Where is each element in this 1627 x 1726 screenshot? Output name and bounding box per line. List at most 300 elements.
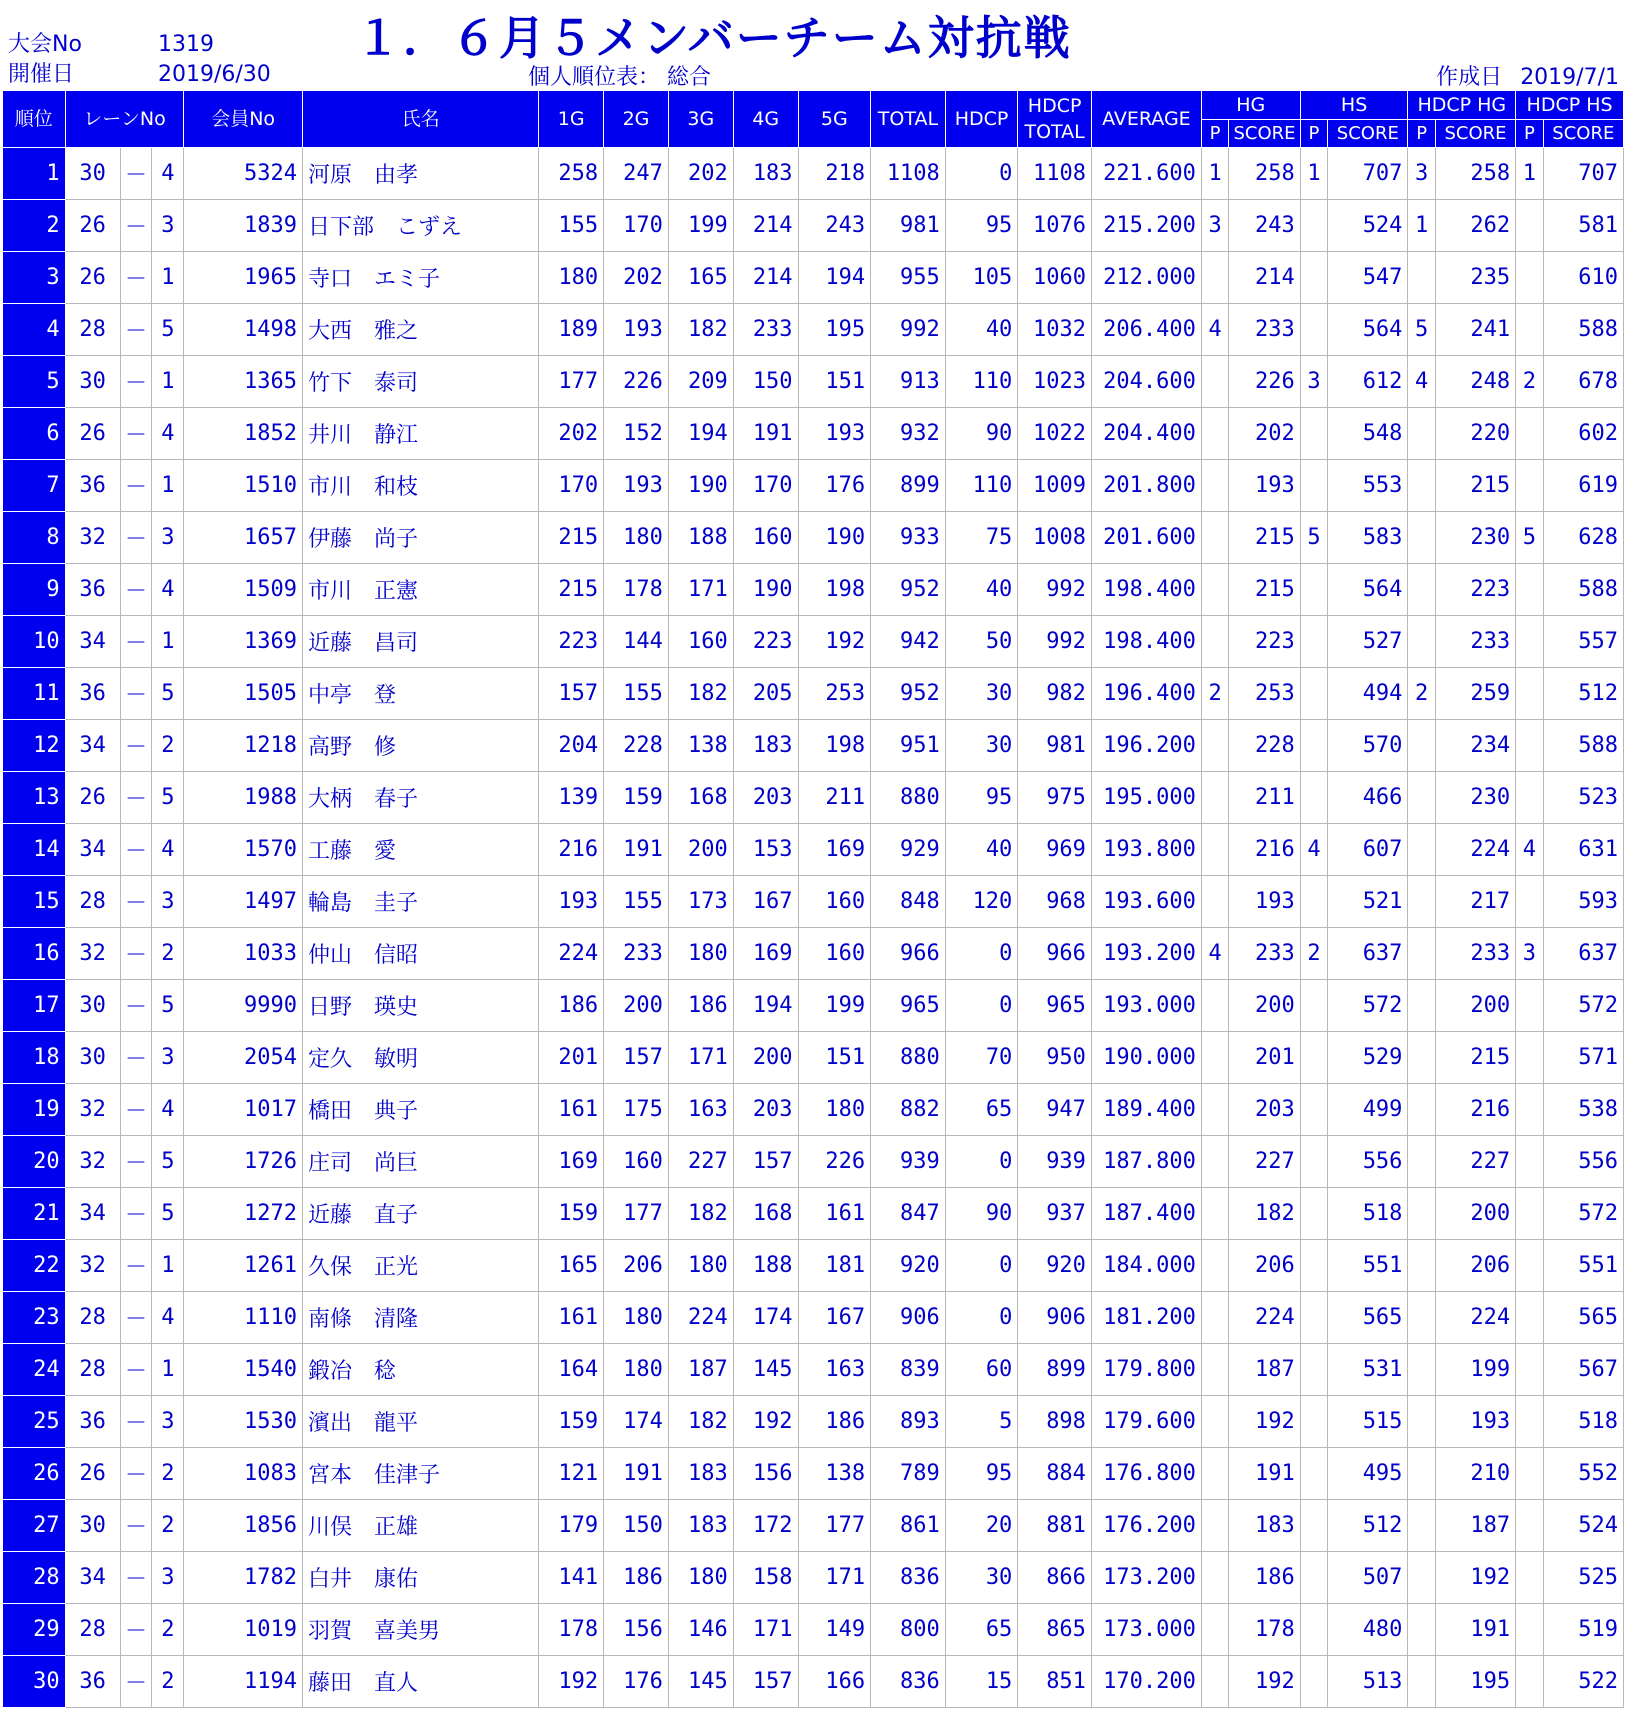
col-lane: レーンNo [65,91,184,148]
cell-hdcp-hg-score: 258 [1435,148,1515,200]
cell-g2: 152 [604,408,669,460]
cell-g2: 180 [604,1344,669,1396]
cell-g1: 201 [539,1032,604,1084]
col-member: 会員No [184,91,303,148]
cell-hdcp-hs-score: 588 [1543,304,1623,356]
cell-name: 大柄 春子 [302,772,538,824]
cell-hdcp-hg-score: 220 [1435,408,1515,460]
cell-hs-p [1300,1552,1327,1604]
cell-hdcp-hg-score: 187 [1435,1500,1515,1552]
cell-g4: 167 [733,876,798,928]
cell-hdcp-total: 1023 [1018,356,1092,408]
cell-average: 193.000 [1091,980,1201,1032]
table-row [3,1188,1624,1240]
cell-hdcp-hs-p: 2 [1516,356,1543,408]
cell-rank: 25 [3,1396,66,1448]
cell-hs-score: 527 [1328,616,1408,668]
cell-lane-b: 1 [152,356,184,408]
cell-rank: 19 [3,1084,66,1136]
cell-hg-score: 182 [1229,1188,1300,1240]
cell-lane-b: 3 [152,1032,184,1084]
cell-hdcp-hg-p [1408,720,1435,772]
cell-g3: 182 [668,668,733,720]
cell-hdcp-hg-p [1408,876,1435,928]
cell-g1: 180 [539,252,604,304]
table-row [3,200,1624,252]
cell-name: 藤田 直人 [302,1656,538,1708]
cell-name: 高野 修 [302,720,538,772]
cell-rank: 17 [3,980,66,1032]
cell-g4: 145 [733,1344,798,1396]
cell-hdcp: 0 [945,980,1018,1032]
cell-g5: 138 [798,1448,871,1500]
cell-hs-p [1300,1136,1327,1188]
cell-g1: 204 [539,720,604,772]
cell-lane-dash: － [120,512,152,564]
cell-hdcp-hs-p [1516,876,1543,928]
cell-hdcp-hg-p [1408,408,1435,460]
cell-hdcp-hg-p [1408,1084,1435,1136]
cell-lane-b: 4 [152,564,184,616]
cell-g3: 145 [668,1656,733,1708]
cell-hs-p [1300,1604,1327,1656]
cell-total: 942 [871,616,946,668]
cell-average: 204.400 [1091,408,1201,460]
table-row [3,616,1624,668]
cell-average: 204.600 [1091,356,1201,408]
cell-hs-score: 480 [1328,1604,1408,1656]
cell-total: 933 [871,512,946,564]
ranking-table [2,90,1624,1708]
cell-name: 久保 正光 [302,1240,538,1292]
col-hg-score: SCORE [1229,120,1300,148]
cell-hs-score: 583 [1328,512,1408,564]
cell-g3: 187 [668,1344,733,1396]
cell-member: 1019 [184,1604,303,1656]
cell-g5: 198 [798,564,871,616]
cell-hdcp: 90 [945,408,1018,460]
cell-g4: 160 [733,512,798,564]
cell-hdcp-hg-score: 233 [1435,928,1515,980]
cell-member: 1497 [184,876,303,928]
cell-g5: 151 [798,356,871,408]
cell-g5: 211 [798,772,871,824]
col-g2: 2G [604,91,669,148]
cell-hdcp-hs-score: 556 [1543,1136,1623,1188]
cell-name: 仲山 信昭 [302,928,538,980]
cell-hg-p [1201,1500,1228,1552]
cell-hdcp-hg-p [1408,1344,1435,1396]
cell-hdcp-total: 851 [1018,1656,1092,1708]
cell-g3: 180 [668,1240,733,1292]
cell-lane-dash: － [120,252,152,304]
cell-hdcp-total: 881 [1018,1500,1092,1552]
cell-g1: 161 [539,1292,604,1344]
cell-average: 212.000 [1091,252,1201,304]
cell-rank: 8 [3,512,66,564]
cell-name: 井川 静江 [302,408,538,460]
cell-lane-dash: － [120,1656,152,1708]
cell-hdcp-total: 1032 [1018,304,1092,356]
cell-hdcp-hg-p [1408,1448,1435,1500]
cell-lane-b: 3 [152,200,184,252]
cell-hdcp-hs-score: 512 [1543,668,1623,720]
cell-hdcp-hg-score: 262 [1435,200,1515,252]
cell-lane-b: 2 [152,720,184,772]
cell-hs-score: 518 [1328,1188,1408,1240]
cell-hg-p [1201,1240,1228,1292]
col-name: 氏名 [302,91,538,148]
cell-average: 206.400 [1091,304,1201,356]
cell-total: 920 [871,1240,946,1292]
cell-g2: 178 [604,564,669,616]
cell-total: 899 [871,460,946,512]
cell-name: 川俣 正雄 [302,1500,538,1552]
cell-hdcp-hg-score: 241 [1435,304,1515,356]
cell-hg-score: 191 [1229,1448,1300,1500]
cell-rank: 20 [3,1136,66,1188]
cell-g5: 149 [798,1604,871,1656]
cell-hs-score: 607 [1328,824,1408,876]
table-row [3,564,1624,616]
cell-lane-b: 5 [152,980,184,1032]
cell-g3: 209 [668,356,733,408]
cell-hdcp-hg-p: 3 [1408,148,1435,200]
cell-hg-p [1201,720,1228,772]
cell-g1: 186 [539,980,604,1032]
cell-hdcp-hg-p: 5 [1408,304,1435,356]
cell-total: 952 [871,564,946,616]
cell-lane-b: 3 [152,1552,184,1604]
cell-g3: 199 [668,200,733,252]
cell-member: 1530 [184,1396,303,1448]
cell-total: 955 [871,252,946,304]
cell-g2: 170 [604,200,669,252]
cell-hg-p [1201,824,1228,876]
cell-lane-b: 3 [152,876,184,928]
cell-hdcp-hg-score: 216 [1435,1084,1515,1136]
cell-member: 1782 [184,1552,303,1604]
cell-lane-a: 26 [65,408,120,460]
cell-hg-p [1201,876,1228,928]
cell-g2: 180 [604,512,669,564]
cell-hdcp-hg-score: 235 [1435,252,1515,304]
cell-lane-dash: － [120,148,152,200]
cell-lane-dash: － [120,1136,152,1188]
cell-hdcp: 65 [945,1604,1018,1656]
event-date-row [8,60,271,90]
cell-hs-score: 572 [1328,980,1408,1032]
cell-rank: 12 [3,720,66,772]
cell-g5: 181 [798,1240,871,1292]
cell-average: 176.200 [1091,1500,1201,1552]
col-total: TOTAL [871,91,946,148]
col-hs-p: P [1300,120,1327,148]
table-row [3,928,1624,980]
cell-lane-a: 28 [65,304,120,356]
cell-hdcp-total: 966 [1018,928,1092,980]
cell-g1: 159 [539,1188,604,1240]
cell-g1: 139 [539,772,604,824]
cell-rank: 30 [3,1656,66,1708]
cell-rank: 3 [3,252,66,304]
cell-average: 190.000 [1091,1032,1201,1084]
cell-hs-p [1300,1396,1327,1448]
event-no-value: 1319 [158,32,214,57]
cell-hg-score: 183 [1229,1500,1300,1552]
cell-lane-a: 30 [65,148,120,200]
cell-hdcp-hs-p [1516,564,1543,616]
cell-hs-p [1300,408,1327,460]
cell-lane-a: 26 [65,200,120,252]
col-hdcp-total-line2: TOTAL [1024,121,1085,143]
event-info [8,30,271,90]
cell-hg-p [1201,252,1228,304]
cell-lane-a: 36 [65,1396,120,1448]
cell-hdcp: 0 [945,1240,1018,1292]
cell-hdcp-hg-score: 215 [1435,1032,1515,1084]
cell-hdcp: 30 [945,1552,1018,1604]
cell-lane-b: 2 [152,1500,184,1552]
cell-g2: 233 [604,928,669,980]
cell-g1: 192 [539,1656,604,1708]
cell-g5: 169 [798,824,871,876]
cell-g4: 150 [733,356,798,408]
cell-hg-score: 215 [1229,512,1300,564]
cell-hdcp-hs-p [1516,980,1543,1032]
cell-g1: 165 [539,1240,604,1292]
cell-g4: 172 [733,1500,798,1552]
cell-hdcp-hs-p: 3 [1516,928,1543,980]
cell-member: 2054 [184,1032,303,1084]
cell-g5: 198 [798,720,871,772]
cell-rank: 10 [3,616,66,668]
cell-lane-dash: － [120,1084,152,1136]
cell-g1: 178 [539,1604,604,1656]
cell-member: 1510 [184,460,303,512]
cell-hdcp-hg-score: 224 [1435,824,1515,876]
cell-hdcp-hs-score: 602 [1543,408,1623,460]
cell-lane-b: 2 [152,1604,184,1656]
cell-member: 1509 [184,564,303,616]
cell-average: 196.200 [1091,720,1201,772]
cell-lane-a: 34 [65,720,120,772]
cell-lane-a: 28 [65,1292,120,1344]
cell-name: 白井 康佑 [302,1552,538,1604]
cell-hs-p [1300,1032,1327,1084]
cell-g2: 155 [604,876,669,928]
cell-g3: 227 [668,1136,733,1188]
cell-hg-score: 243 [1229,200,1300,252]
cell-rank: 18 [3,1032,66,1084]
cell-hg-p [1201,1344,1228,1396]
cell-g3: 182 [668,304,733,356]
table-row [3,1344,1624,1396]
table-row [3,356,1624,408]
cell-rank: 7 [3,460,66,512]
cell-hdcp-total: 1076 [1018,200,1092,252]
table-header [3,91,1624,148]
cell-average: 201.800 [1091,460,1201,512]
cell-name: 市川 正憲 [302,564,538,616]
cell-lane-a: 26 [65,252,120,304]
cell-name: 伊藤 尚子 [302,512,538,564]
cell-g3: 171 [668,1032,733,1084]
cell-hdcp-hs-score: 522 [1543,1656,1623,1708]
cell-hdcp-total: 968 [1018,876,1092,928]
col-g3: 3G [668,91,733,148]
cell-hs-p: 1 [1300,148,1327,200]
cell-name: 近藤 直子 [302,1188,538,1240]
cell-g4: 203 [733,1084,798,1136]
cell-lane-a: 32 [65,1084,120,1136]
cell-average: 184.000 [1091,1240,1201,1292]
cell-lane-dash: － [120,668,152,720]
cell-hdcp-hs-score: 538 [1543,1084,1623,1136]
cell-g5: 151 [798,1032,871,1084]
cell-hdcp-hs-score: 551 [1543,1240,1623,1292]
table-row [3,1396,1624,1448]
cell-lane-dash: － [120,1604,152,1656]
cell-member: 5324 [184,148,303,200]
cell-hdcp-hs-p [1516,408,1543,460]
cell-g3: 182 [668,1396,733,1448]
cell-g2: 156 [604,1604,669,1656]
cell-member: 1657 [184,512,303,564]
cell-lane-dash: － [120,1552,152,1604]
cell-lane-a: 28 [65,876,120,928]
cell-rank: 29 [3,1604,66,1656]
cell-hdcp: 75 [945,512,1018,564]
cell-hdcp: 5 [945,1396,1018,1448]
cell-rank: 16 [3,928,66,980]
table-body [3,148,1624,1708]
cell-hdcp-hg-p [1408,1396,1435,1448]
cell-hdcp-hs-p [1516,668,1543,720]
cell-hdcp-hg-p [1408,1240,1435,1292]
cell-name: 羽賀 喜美男 [302,1604,538,1656]
cell-hs-score: 515 [1328,1396,1408,1448]
table-row [3,1032,1624,1084]
cell-hdcp-total: 992 [1018,564,1092,616]
cell-hdcp: 95 [945,1448,1018,1500]
cell-hdcp-total: 975 [1018,772,1092,824]
cell-hs-score: 551 [1328,1240,1408,1292]
cell-hdcp-hs-score: 610 [1543,252,1623,304]
cell-hdcp: 110 [945,460,1018,512]
table-row [3,1448,1624,1500]
cell-hdcp: 15 [945,1656,1018,1708]
cell-hdcp-hs-score: 552 [1543,1448,1623,1500]
cell-g2: 247 [604,148,669,200]
cell-average: 201.600 [1091,512,1201,564]
cell-g1: 161 [539,1084,604,1136]
cell-g3: 180 [668,1552,733,1604]
table-row [3,1604,1624,1656]
cell-hdcp-hg-score: 195 [1435,1656,1515,1708]
cell-member: 1272 [184,1188,303,1240]
cell-hdcp-hs-score: 523 [1543,772,1623,824]
cell-hdcp-hg-score: 206 [1435,1240,1515,1292]
cell-hs-p [1300,564,1327,616]
cell-member: 1218 [184,720,303,772]
cell-name: 河原 由孝 [302,148,538,200]
cell-hdcp-total: 865 [1018,1604,1092,1656]
cell-lane-dash: － [120,1240,152,1292]
cell-g3: 183 [668,1448,733,1500]
created-value: 2019/7/1 [1520,65,1619,90]
cell-member: 1540 [184,1344,303,1396]
cell-g5: 171 [798,1552,871,1604]
cell-lane-dash: － [120,356,152,408]
cell-hg-p [1201,1656,1228,1708]
cell-total: 893 [871,1396,946,1448]
created-date [1418,60,1619,91]
cell-total: 880 [871,772,946,824]
cell-g4: 157 [733,1656,798,1708]
cell-lane-a: 32 [65,1136,120,1188]
table-row [3,1292,1624,1344]
cell-hs-score: 512 [1328,1500,1408,1552]
cell-lane-a: 30 [65,356,120,408]
cell-lane-dash: － [120,304,152,356]
cell-g3: 138 [668,720,733,772]
cell-average: 193.600 [1091,876,1201,928]
cell-hs-score: 564 [1328,304,1408,356]
cell-g1: 202 [539,408,604,460]
cell-hdcp-hs-score: 519 [1543,1604,1623,1656]
cell-hdcp-hs-score: 525 [1543,1552,1623,1604]
cell-g4: 233 [733,304,798,356]
cell-hdcp: 0 [945,928,1018,980]
cell-lane-b: 3 [152,512,184,564]
cell-lane-a: 28 [65,1344,120,1396]
cell-lane-dash: － [120,564,152,616]
cell-rank: 13 [3,772,66,824]
col-hs-score: SCORE [1328,120,1408,148]
cell-g4: 158 [733,1552,798,1604]
cell-hg-p [1201,460,1228,512]
cell-rank: 21 [3,1188,66,1240]
cell-lane-a: 28 [65,1604,120,1656]
cell-hdcp-hs-p: 1 [1516,148,1543,200]
cell-hdcp-hg-p [1408,1656,1435,1708]
cell-g4: 214 [733,252,798,304]
cell-hg-score: 253 [1229,668,1300,720]
cell-g2: 202 [604,252,669,304]
cell-hg-score: 214 [1229,252,1300,304]
cell-rank: 24 [3,1344,66,1396]
cell-lane-a: 32 [65,512,120,564]
cell-lane-b: 1 [152,460,184,512]
cell-hs-score: 521 [1328,876,1408,928]
cell-average: 193.200 [1091,928,1201,980]
cell-g2: 191 [604,1448,669,1500]
cell-lane-a: 34 [65,1552,120,1604]
cell-hg-p [1201,1448,1228,1500]
cell-hdcp-hg-p [1408,928,1435,980]
cell-hdcp: 90 [945,1188,1018,1240]
cell-hs-score: 707 [1328,148,1408,200]
cell-hdcp-hs-score: 593 [1543,876,1623,928]
cell-g3: 186 [668,980,733,1032]
cell-average: 181.200 [1091,1292,1201,1344]
cell-lane-b: 5 [152,1188,184,1240]
cell-g2: 180 [604,1292,669,1344]
cell-g1: 179 [539,1500,604,1552]
cell-hdcp-hs-p [1516,460,1543,512]
cell-hg-score: 201 [1229,1032,1300,1084]
